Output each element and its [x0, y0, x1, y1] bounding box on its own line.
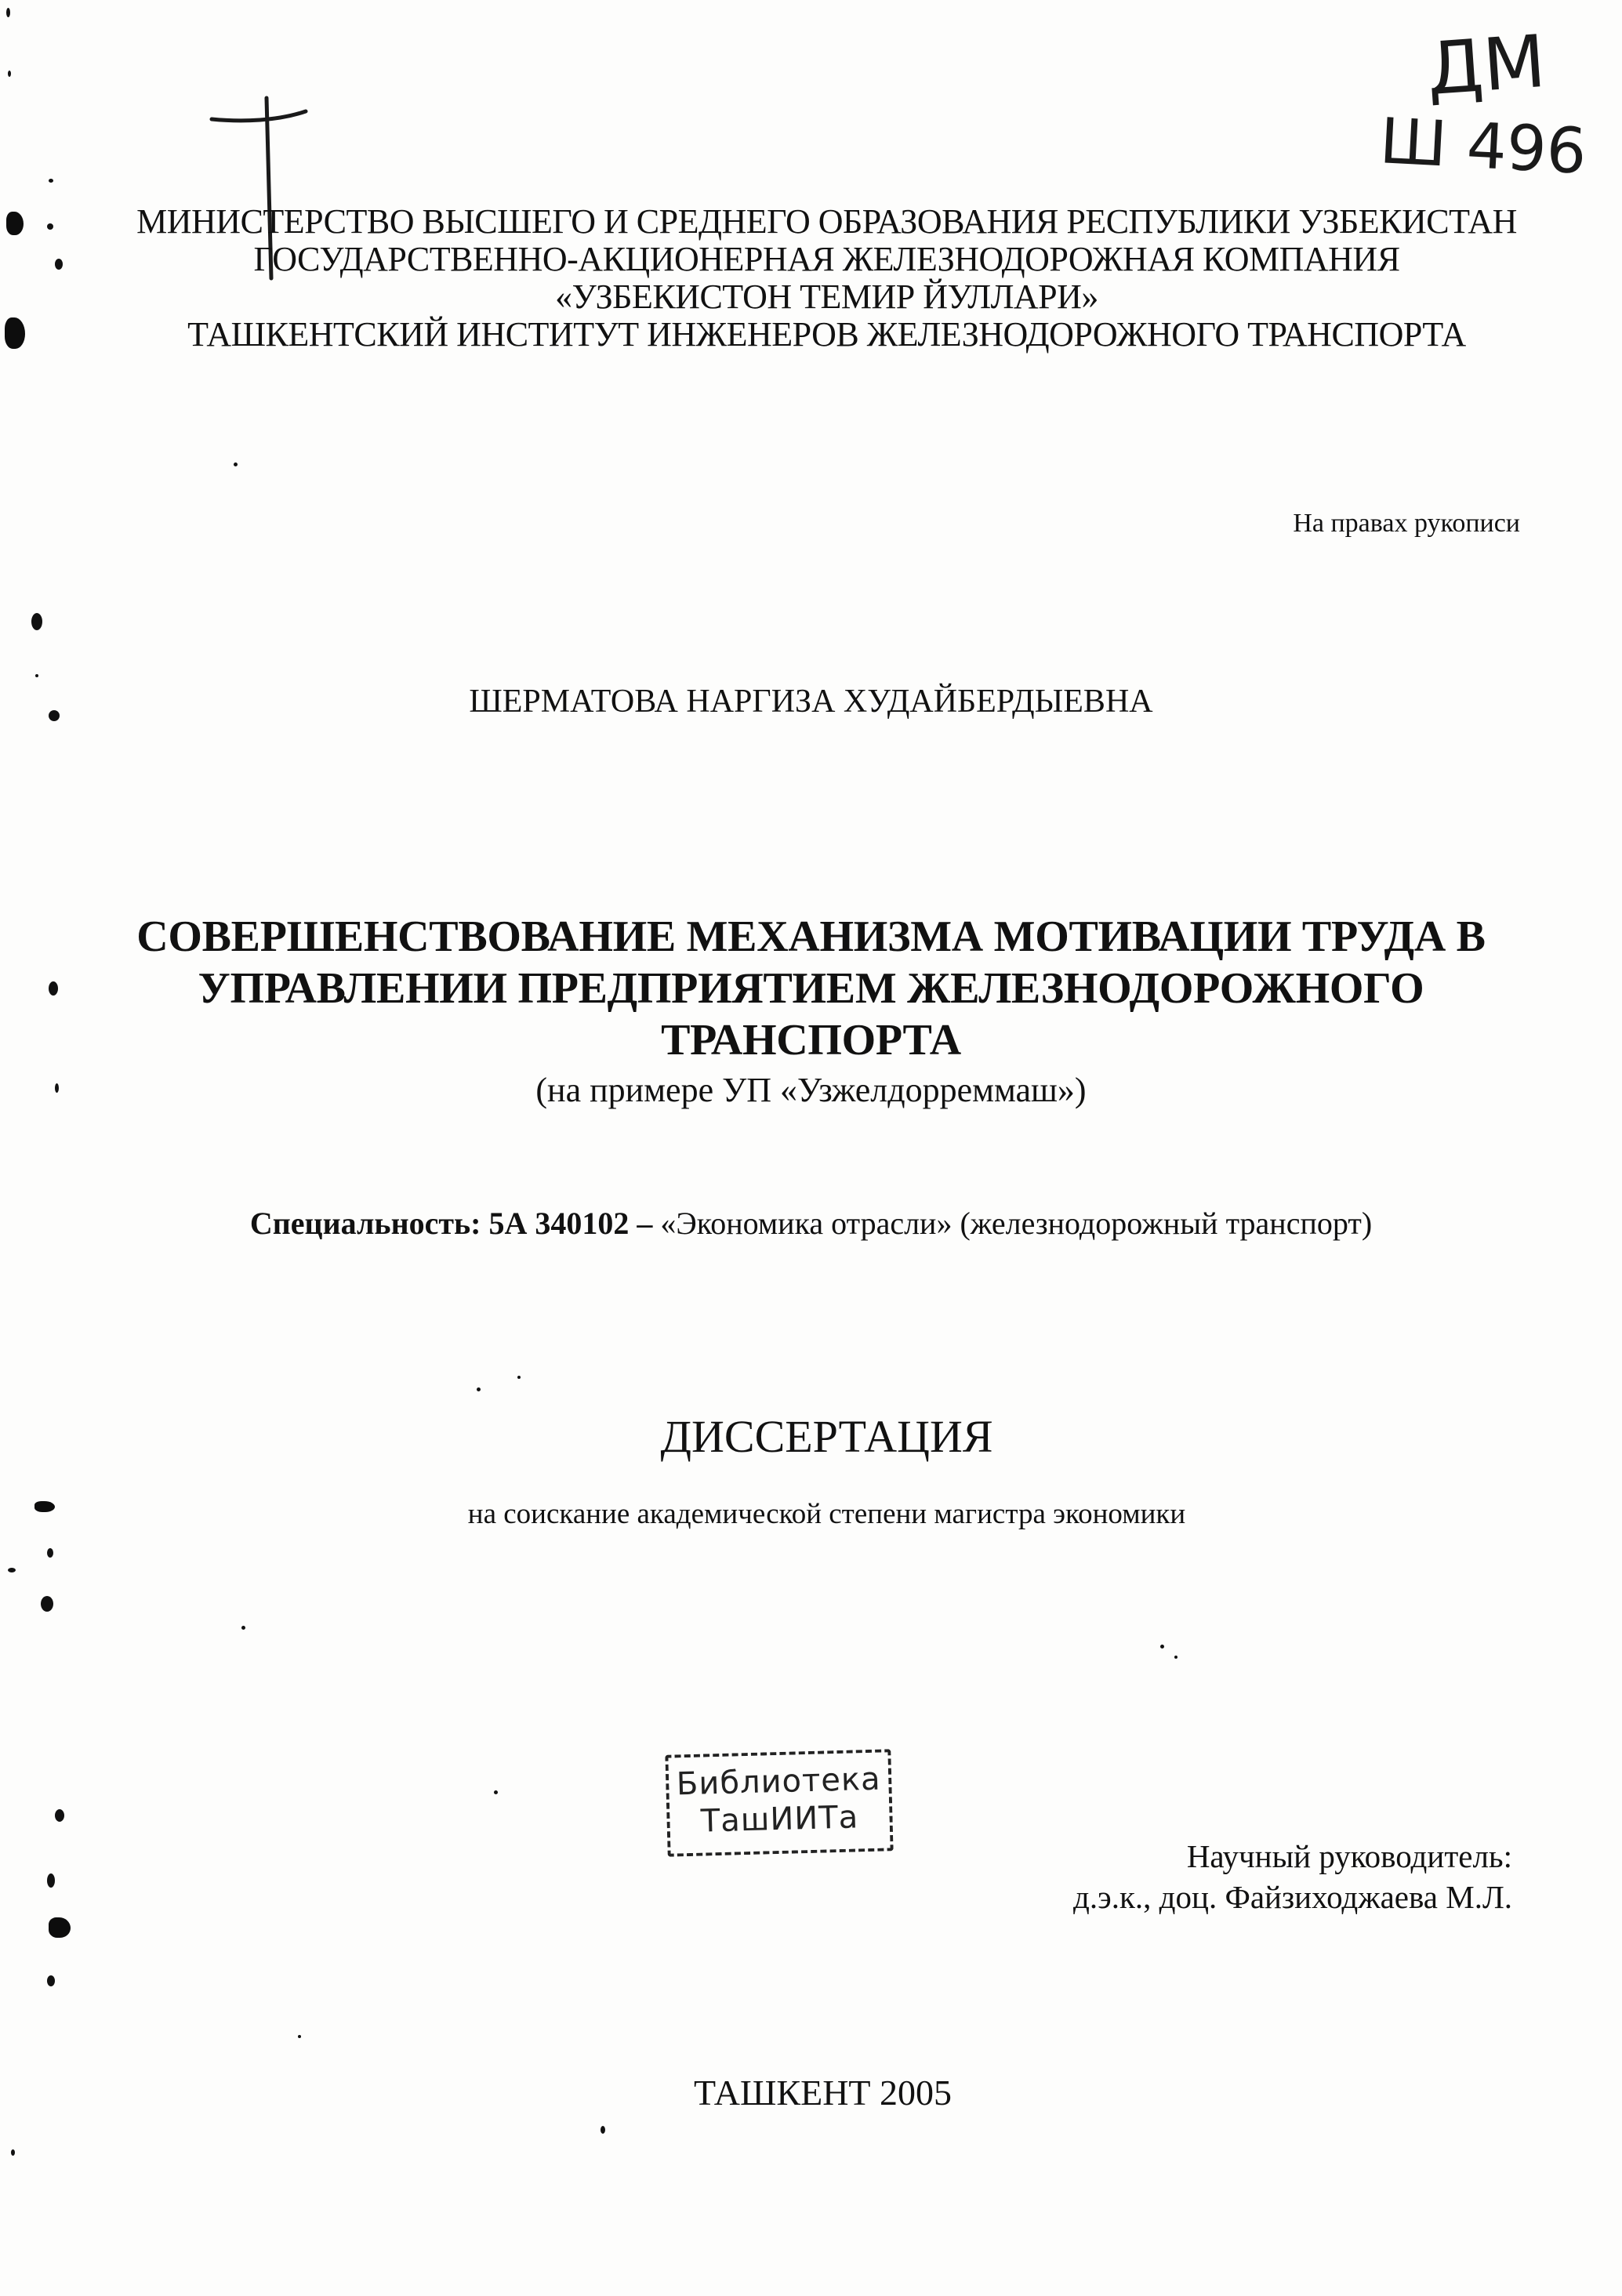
author-name: ШЕРМАТОВА НАРГИЗА ХУДАЙБЕРДЫЕВНА: [469, 684, 1153, 720]
supervisor-name: д.э.к., доц. Файзиходжаева М.Л.: [1073, 1879, 1512, 1915]
scan-blob: [49, 1917, 71, 1938]
handwritten-mark: [1377, 19, 1588, 188]
scan-speck: [55, 259, 63, 270]
scan-speck: [47, 1975, 55, 1986]
handwritten-mark-line2: Ш 496: [1377, 104, 1588, 188]
scan-speck: [601, 2126, 605, 2134]
scan-speck: [477, 1387, 481, 1391]
institute-line: ТАШКЕНТСКИЙ ИНСТИТУТ ИНЖЕНЕРОВ ЖЕЛЕЗНОДОРОЖНОГО ТРАНСПОРТА: [187, 315, 1466, 354]
stamp-line-1: Библиотека: [676, 1761, 882, 1803]
manuscript-note: На правах рукописи: [1293, 509, 1520, 538]
stamp-line-2: ТашИИТа: [700, 1799, 859, 1840]
specialty-label: Специальность: 5А 340102 –: [249, 1206, 653, 1241]
scan-speck: [47, 1548, 53, 1558]
scan-speck: [47, 223, 53, 230]
handwritten-mark-line1: ДМ: [1424, 19, 1548, 112]
scan-speck: [6, 8, 10, 17]
scan-speck: [31, 613, 42, 630]
scan-speck: [35, 674, 38, 677]
scan-speck: [55, 1083, 59, 1093]
scan-speck: [49, 710, 60, 721]
scan-blob: [34, 1501, 55, 1512]
scan-speck: [41, 1596, 53, 1612]
library-stamp: [665, 1749, 893, 1856]
scan-speck: [298, 2035, 301, 2038]
company-name-line: «УЗБЕКИСТОН ТЕМИР ЙУЛЛАРИ»: [555, 277, 1098, 316]
scan-speck: [47, 1873, 55, 1888]
scan-speck: [517, 1376, 521, 1379]
ministry-line: МИНИСТЕРСТВО ВЫСШЕГО И СРЕДНЕГО ОБРАЗОВАНИЯ РЕСПУБЛИКИ УЗБЕКИСТАН: [136, 202, 1517, 241]
scan-speck: [11, 2149, 15, 2156]
title-line-1: СОВЕРШЕНСТВОВАНИЕ МЕХАНИЗМА МОТИВАЦИИ ТРУДА В: [136, 912, 1486, 961]
scan-speck: [8, 1568, 16, 1572]
specialty-value: «Экономика отрасли» (железнодорожный транспорт): [652, 1206, 1373, 1241]
supervisor-label: Научный руководитель:: [1186, 1838, 1512, 1874]
scan-speck: [49, 981, 58, 996]
title-subtitle: (на примере УП «Узжелдорреммаш»): [535, 1071, 1087, 1109]
document-type: ДИССЕРТАЦИЯ: [660, 1411, 993, 1462]
city-year: ТАШКЕНТ 2005: [693, 2073, 953, 2113]
scan-speck: [241, 1626, 245, 1630]
scan-speck: [234, 462, 238, 466]
title-line-2: УПРАВЛЕНИИ ПРЕДПРИЯТИЕМ ЖЕЛЕЗНОДОРОЖНОГО: [198, 964, 1424, 1013]
scan-speck: [55, 1809, 64, 1822]
scan-speck: [494, 1790, 498, 1794]
scan-speck: [8, 71, 11, 77]
degree-line: на соискание академической степени магистра экономики: [467, 1498, 1186, 1530]
scan-speck: [1160, 1645, 1164, 1649]
scan-blob: [6, 212, 24, 235]
scan-speck: [49, 179, 53, 183]
scan-speck: [1174, 1656, 1177, 1659]
company-line: ГОСУДАРСТВЕННО-АКЦИОНЕРНАЯ ЖЕЛЕЗНОДОРОЖНАЯ КОМПАНИЯ: [253, 240, 1400, 278]
scan-blob: [5, 317, 25, 349]
specialty: [0, 1206, 1622, 1242]
title-line-3: ТРАНСПОРТА: [661, 1016, 961, 1065]
